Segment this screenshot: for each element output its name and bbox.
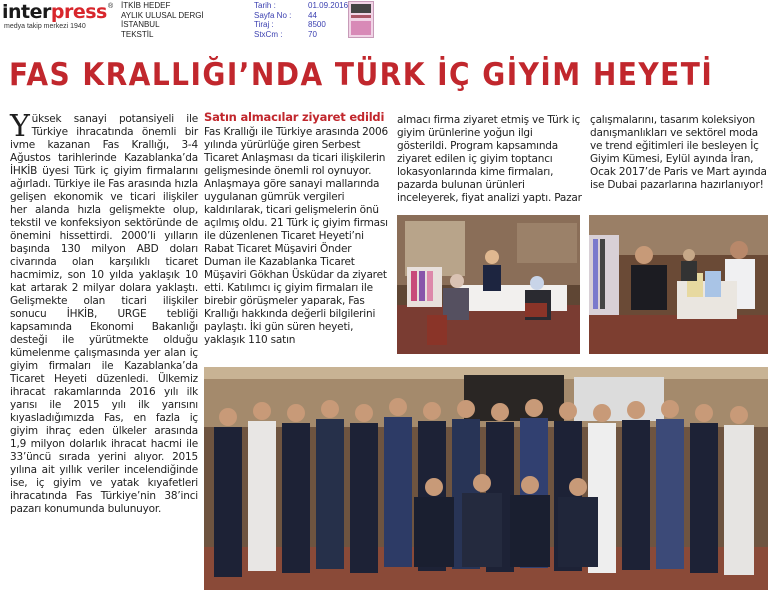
meta-value: 70 — [308, 29, 317, 39]
article-headline: FAS KRALLIĞI’NDA TÜRK İÇ GİYİM HEYETİ — [9, 57, 714, 93]
logo-prefix: inter — [2, 1, 51, 23]
column-3-text: almacı firma ziyaret etmiş ve Türk iç giyim ürünlerine yoğun ilgi gösterildi. Program kapsamında ziyaret edilen iç giyim toptancı lokasyonlarında kime firmaları, pazarda bulunan ürünleri inceleyerek, fiyat analizi yaptı. Pazar — [397, 114, 582, 204]
column-1-text: üksek sanayi potansiyeli ile Türkiye ihracatında önemli bir ivme kazanan Fas Krallığı, 3-4 Ağustos tarihlerinde Kazablanka’da İHKİB üyesi Türk iç giyim firmalarını ağırladı. Türkiye ile Fas arasında hızla gelişen ekonomik ve ticari ilişkiler her alanda hızla gelişmekte olup, tekstil ve konfeksiyon sektöründe de önemini hissettirdi. 2000’li yılların başında 130 milyon ABD doları civarında olan karşılıklı ticaret hacmimiz, son 10 yılda yaklaşık 10 kat artarak 2 milyar dolara yaklaştı. Gelişmekte olan ticari ilişkiler sonucu İHKİB, URGE tebliği kapsamında Ekonomi Bakanlığı desteği ile yürütmekte olduğu kümelenme çalışmasında yer alan iç giyim firmaları ile Kazablanka’da Ticaret Heyeti düzenledi. Ülkemiz ihracat rakamlarında 2016 yılı ilk yarısı ile 2015 yılı ilk yarısını kıyasladığımızda Fas, en fazla iç giyim ihraç eden ülkeler arasında 1,9 milyon dolarlık ihracat hacmi ile 33’üncü sırada yerini alıyor. 2015 yılına ait yıllık veriler incelendiğinde ise, iç giyim ve yatak kıyafetleri ihracatında Fas Türkiye’nin 38’inci pazarı konumunda bulunuyor. — [10, 113, 198, 515]
group-portrait-photo — [204, 367, 768, 590]
delegation-meeting-illustration — [397, 215, 580, 354]
logo-tagline: medya takip merkezi 1940 — [4, 23, 86, 30]
column-2-text: Fas Krallığı ile Türkiye arasında 2006 yılında yürürlüğe giren Serbest Ticaret Anlaşması da ticari ilişkilerin gelişmesinde önemli rol oynuyor. Anlaşmaya göre sanayi mallarında uygulanan gümrük vergileri kaldırılarak, ticari gelişmelerin önü açılmış oldu. 21 Türk iç giyim firması ile düzenlenen Ticaret Heyeti’ni Rabat Ticaret Müşaviri Önder Duman ile Kazablanka Ticaret Müşaviri Gökhan Üsküdar da ziyaret etti. Katılımcı iç giyim firmaları ile birebir görüşmeler yaparak, Fas Krallığı hakkında değerli bilgilerini paylaştı. İki gün süren heyeti, yaklaşık 110 satın — [204, 126, 388, 346]
logo-suffix: press — [50, 1, 107, 23]
publication-city: İSTANBUL — [121, 20, 160, 30]
publication-sector: TEKSTİL — [121, 29, 154, 39]
publication-name: İTKİB HEDEF — [121, 1, 171, 10]
product-inspection-photo — [589, 215, 768, 354]
page-thumbnail[interactable] — [348, 1, 374, 38]
meta-value: 44 — [308, 10, 317, 20]
column-4-text: çalışmalarını, tasarım koleksiyon danışmanlıkları ve sektörel moda ve trend eğitimleri ile besleyen İç Giyim Kümesi, Eylül ayında İran, Ocak 2017’de Paris ve Mart ayında ise Dubai pazarlarına hazırlanıyor! — [590, 114, 767, 191]
publication-info — [121, 1, 204, 39]
publication-frequency: AYLIK ULUSAL DERGİ — [121, 10, 204, 20]
logo-wordmark — [2, 1, 107, 23]
meta-key: StxCm : — [254, 29, 283, 39]
product-inspection-illustration — [589, 215, 768, 354]
drop-cap: Y — [10, 109, 30, 144]
interpress-logo — [2, 1, 122, 31]
clipping-header — [0, 0, 775, 42]
article-column-4 — [590, 114, 768, 192]
meta-key: Tarih : — [254, 1, 276, 10]
meta-key: Sayfa No : — [254, 10, 292, 20]
article-column-1 — [10, 109, 198, 516]
meta-key: Tiraj : — [254, 20, 274, 30]
group-portrait-illustration — [204, 367, 768, 590]
article-column-2 — [204, 126, 389, 347]
registered-mark: ® — [108, 3, 114, 10]
meta-value: 01.09.2016 — [308, 1, 349, 10]
article-column-3 — [397, 114, 582, 205]
article-subheading: Satın almacılar ziyaret edildi — [204, 110, 385, 124]
delegation-meeting-photo — [397, 215, 580, 354]
meta-value: 8500 — [308, 20, 326, 30]
